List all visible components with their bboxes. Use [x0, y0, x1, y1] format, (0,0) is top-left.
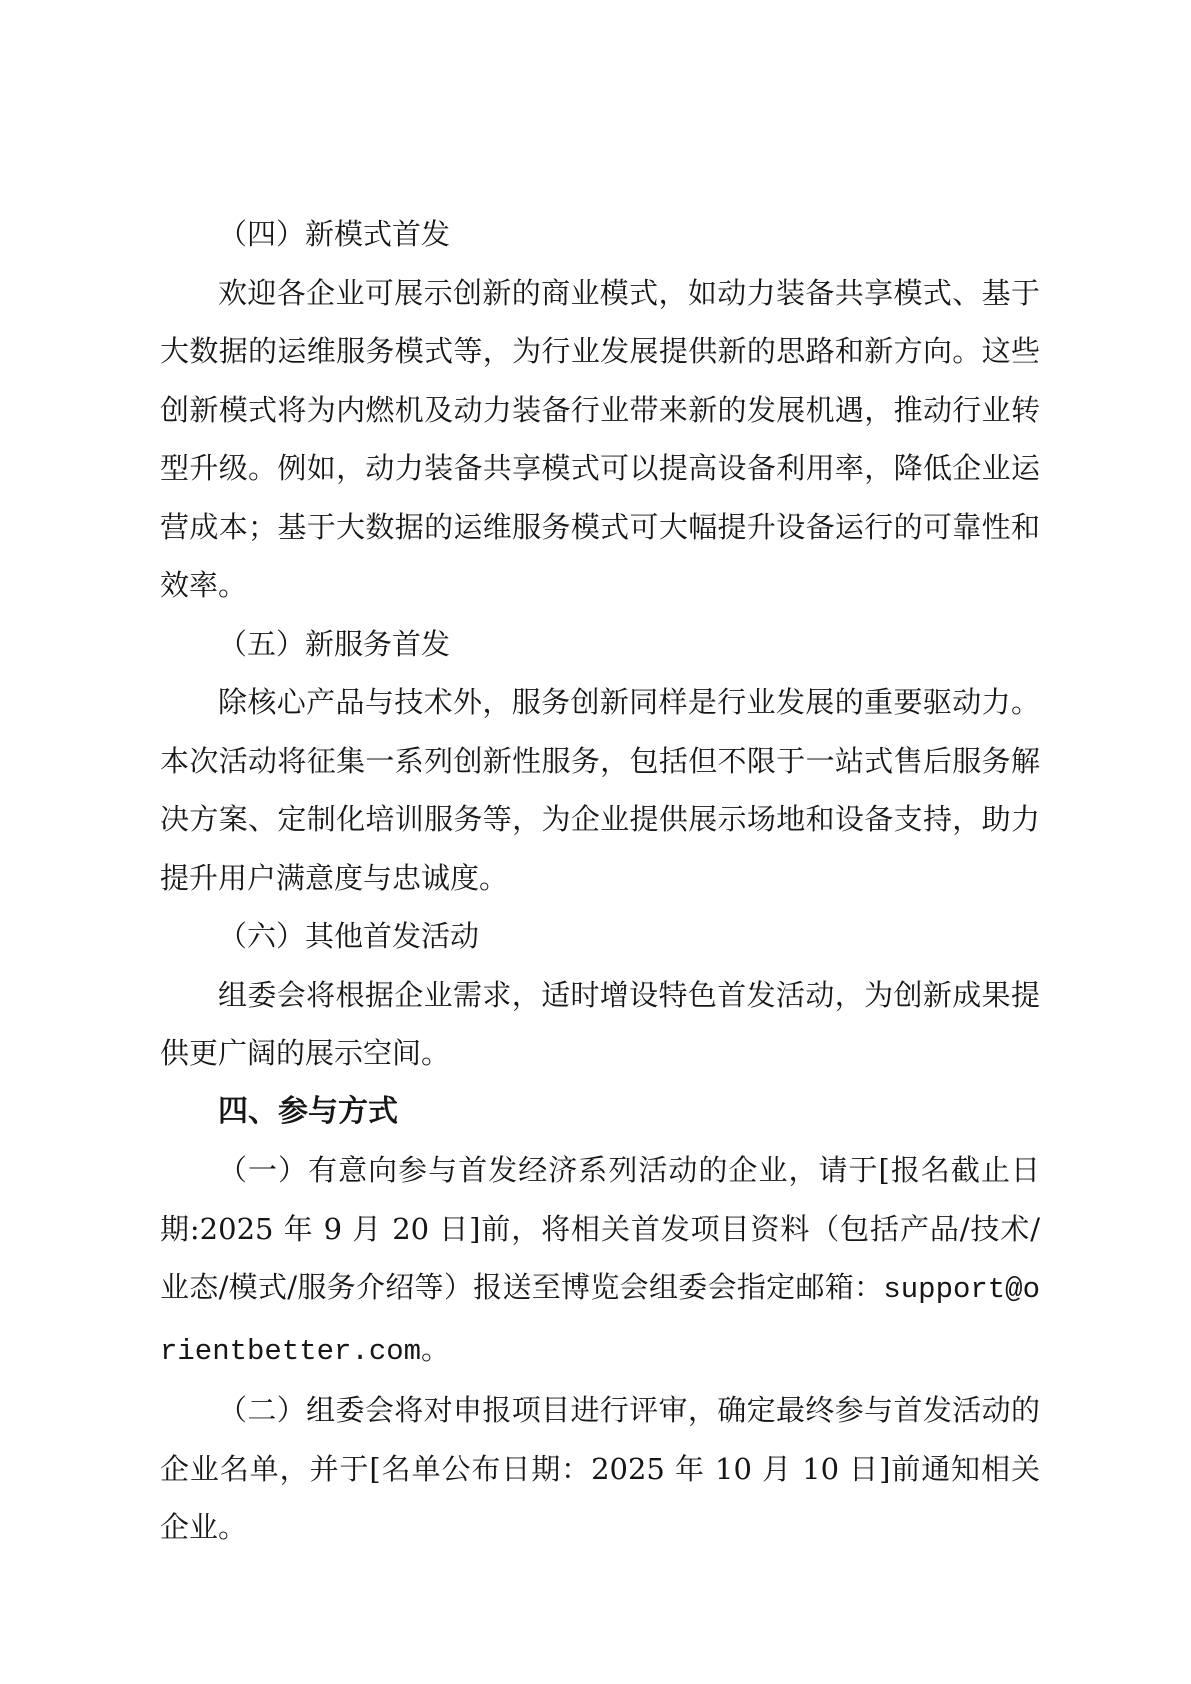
submission-email: support@orientbetter.com: [160, 1273, 1040, 1368]
subsection-heading-new-model-launch: （四）新模式首发: [218, 217, 451, 251]
section-heading-participation-method: 四、参与方式: [218, 1093, 398, 1129]
paragraph-participation-item-two: （二）组委会将对申报项目进行评审，确定最终参与首发活动的企业名单，并于[名单公布日期：2025 年 10 月 10 日]前通知相关企业。: [160, 1393, 1040, 1544]
subsection-heading-new-service-launch: （五）新服务首发: [218, 626, 451, 661]
document-body: [160, 205, 1040, 1557]
paragraph-new-model-launch: 欢迎各企业可展示创新的商业模式，如动力装备共享模式、基于大数据的运维服务模式等，为行业发展提供新的思路和新方向。这些创新模式将为内燃机及动力装备行业带来新的发展机遇，推动行业转型升级。例如，动力装备共享模式可以提高设备利用率，降低企业运营成本；基于大数据的运维服务模式可大幅提升设备运行的可靠性和效率。: [160, 275, 1040, 602]
participation-item-one-end: 。: [421, 1331, 451, 1366]
subsection-heading-other-launch-activities: （六）其他首发活动: [218, 919, 480, 953]
paragraph-other-launch-activities: 组委会将根据企业需求，适时增设特色首发活动，为创新成果提供更广阔的展示空间。: [160, 977, 1040, 1070]
paragraph-new-service-launch: 除核心产品与技术外，服务创新同样是行业发展的重要驱动力。本次活动将征集一系列创新性服务，包括但不限于一站式售后服务解决方案、定制化培训服务等，为企业提供展示场地和设备支持，助力提升用户满意度与忠诚度。: [160, 685, 1040, 895]
paragraph-participation-item-one: [160, 1141, 1040, 1381]
participation-item-one-text: （一）有意向参与首发经济系列活动的企业，请于[报名截止日期:2025 年 9 月 20 日]前，将相关首发项目资料（包括产品/技术/业态/模式/服务介绍等）报送至博览会组委会指定邮箱：: [160, 1153, 1040, 1304]
